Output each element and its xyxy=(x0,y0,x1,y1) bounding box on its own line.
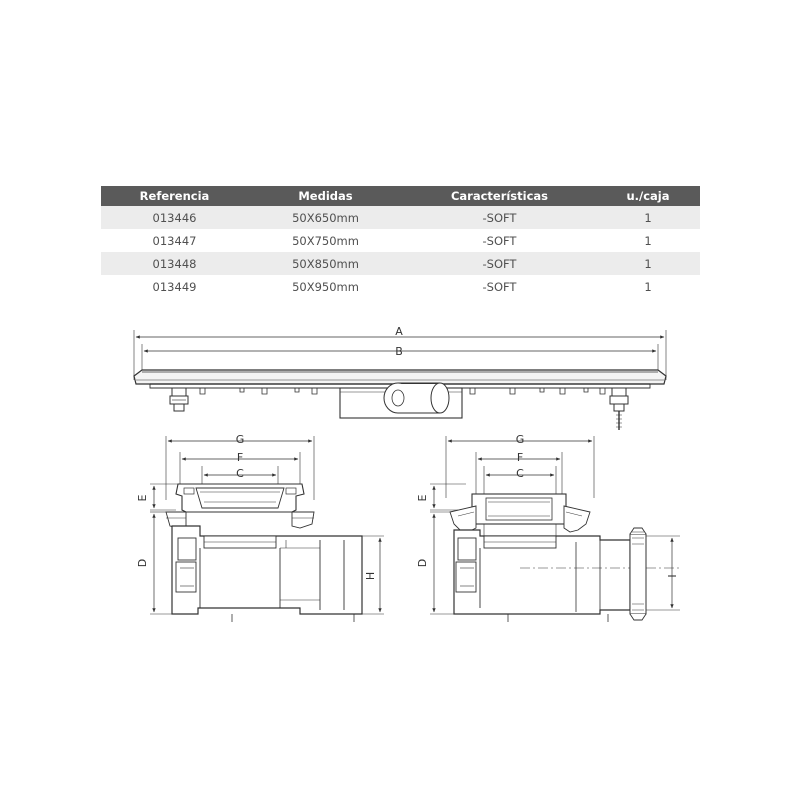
cell-medidas: 50X750mm xyxy=(292,233,359,248)
dim-label-c-left: C xyxy=(236,467,244,480)
dim-label-i: I xyxy=(666,574,679,578)
section-left-drawing xyxy=(150,436,384,622)
dim-label-e-right: E xyxy=(416,494,429,502)
dim-label-e-left: E xyxy=(136,494,149,502)
cell-medidas: 50X650mm xyxy=(248,206,403,229)
dim-label-f-left: F xyxy=(236,451,244,464)
cell-unidades-caja: 1 xyxy=(644,233,652,248)
cell-referencia: 013449 xyxy=(152,279,197,294)
cell-caracteristicas: -SOFT xyxy=(403,252,596,275)
cell-unidades-caja: 1 xyxy=(596,252,700,275)
cell-unidades-caja: 1 xyxy=(596,206,700,229)
cell-referencia: 013448 xyxy=(101,252,248,275)
dim-label-d-left: D xyxy=(136,558,149,568)
dim-label-d-right: D xyxy=(416,558,429,568)
dim-label-g-right: G xyxy=(515,433,525,446)
dim-label-f-right: F xyxy=(516,451,524,464)
cell-referencia: 013446 xyxy=(101,206,248,229)
dim-label-b: B xyxy=(395,345,403,358)
cell-caracteristicas: -SOFT xyxy=(482,279,517,294)
cell-caracteristicas: -SOFT xyxy=(403,206,596,229)
header-caracteristicas: Características xyxy=(403,186,596,206)
section-right-drawing xyxy=(430,436,680,622)
dim-label-a: A xyxy=(395,325,403,338)
dim-label-g-left: G xyxy=(235,433,245,446)
cell-medidas: 50X950mm xyxy=(292,279,359,294)
cell-caracteristicas: -SOFT xyxy=(482,233,517,248)
header-medidas: Medidas xyxy=(248,186,403,206)
cell-referencia: 013447 xyxy=(152,233,197,248)
cell-unidades-caja: 1 xyxy=(644,279,652,294)
dim-label-h: H xyxy=(364,571,377,581)
cell-medidas: 50X850mm xyxy=(248,252,403,275)
header-referencia: Referencia xyxy=(101,186,248,206)
dim-label-c-right: C xyxy=(516,467,524,480)
header-unidades-caja: u./caja xyxy=(596,186,700,206)
